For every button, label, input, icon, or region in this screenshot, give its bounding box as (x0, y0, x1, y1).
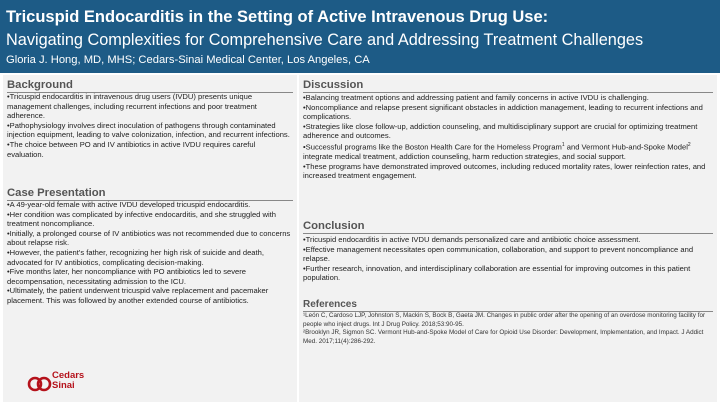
background-item: •Tricuspid endocarditis in intravenous drug users (IVDU) presents unique management challenges, including recurrent infections and poor treatment adherence. (7, 92, 257, 121)
conclusion-heading: Conclusion (303, 220, 365, 232)
logo-line-1: Cedars (52, 370, 85, 381)
background-item: •The choice between PO and IV antibiotics in active IVDU requires careful evaluation. (7, 139, 256, 159)
references-body (303, 312, 713, 346)
case-item: •Her condition was complicated by infective endocarditis, and she struggled with treatment noncompliance. (7, 209, 277, 229)
footnote-marker-1: 1 (561, 141, 565, 148)
footnote-marker-2: 2 (687, 141, 691, 148)
discussion-item (303, 141, 713, 162)
discussion-item-4-part-b: and Vermont Hub-and-Spoke Model (564, 142, 688, 152)
poster-header (0, 0, 720, 73)
conclusion-item: •Further research, innovation, and interdisciplinary collaboration are essential for improving outcomes in this patient population. (303, 263, 691, 283)
reference-item: ²Brooklyn JR, Sigmon SC. Vermont Hub-and-Spoke Model of Care for Opioid Use Disorder: Development, Implementation, and Impact. J Addict Med. 2017;11(4):286-292. (303, 329, 704, 345)
case-item: •Initially, a prolonged course of IV antibiotics was not recommended due to concerns about relapse risk. (7, 228, 291, 248)
discussion-item: •Balancing treatment options and addressing patient and family concerns in active IVDU is challenging. (303, 93, 649, 102)
discussion-item: •These programs have demonstrated improved outcomes, including reduced mortality rates, lower reinfection rates, and increased treatment engagement. (303, 161, 706, 181)
discussion-item-4-part-a: •Successful programs like the Boston Health Care for the Homeless Program (303, 142, 562, 152)
conclusion-divider (303, 233, 713, 234)
discussion-item-4-part-c: integrate medical treatment, addiction counseling, harm reduction strategies, and social support. (303, 152, 626, 162)
case-item: •However, the patient's father, recognizing her high risk of suicide and death, advocated for IV antibiotics, complicating decision-making. (7, 247, 264, 267)
case-item: •Five months later, her noncompliance with PO antibiotics led to severe decompensation, necessitating admission to the ICU. (7, 267, 247, 286)
references-heading: References (303, 299, 357, 310)
cedars-sinai-logo-text (52, 371, 84, 391)
discussion-item: •Noncompliance and relapse present significant obstacles in addiction management, leading to recurrent infections and complications. (303, 102, 703, 122)
discussion-heading: Discussion (303, 79, 364, 91)
poster-authors: Gloria J. Hong, MD, MHS; Cedars-Sinai Medical Center, Los Angeles, CA (6, 54, 370, 66)
poster-title-line-2: Navigating Complexities for Comprehensive Care and Addressing Treatment Challenges (6, 31, 644, 49)
discussion-body (303, 93, 713, 181)
background-heading: Background (7, 79, 73, 91)
conclusion-body (303, 235, 713, 283)
reference-item: ¹León C, Cardoso LJP, Johnston S, Mackin S, Bock B, Gaeta JM. Changes in public order after the opening of an overdose monitoring facility for people who inject drugs. Int J Drug Policy. 2018;53:90-95. (303, 312, 706, 328)
conclusion-item: •Tricuspid endocarditis in active IVDU demands personalized care and antibiotic choice assessment. (303, 235, 641, 244)
background-body (7, 92, 291, 159)
case-presentation-body (7, 200, 291, 306)
background-item: •Pathophysiology involves direct inoculation of pathogens through contaminated injection equipment, leading to valve colonization, infection, and recurrent infections. (7, 120, 290, 140)
logo-line-2: Sinai (52, 380, 75, 391)
case-item: •A 49-year-old female with active IVDU developed tricuspid endocarditis. (7, 200, 251, 209)
discussion-item: •Strategies like close follow-up, addiction counseling, and multidisciplinary support are crucial for optimizing treatment adherence and outcomes. (303, 121, 698, 141)
poster-title-line-1: Tricuspid Endocarditis in the Setting of Active Intravenous Drug Use: (6, 8, 549, 26)
case-item: •Ultimately, the patient underwent tricuspid valve replacement and pacemaker placement. This was followed by another extended course of antibiotics. (7, 286, 269, 305)
case-presentation-heading: Case Presentation (7, 187, 106, 199)
conclusion-item: •Effective management necessitates open communication, collaboration, and support to prevent noncompliance and relapse. (303, 244, 694, 264)
